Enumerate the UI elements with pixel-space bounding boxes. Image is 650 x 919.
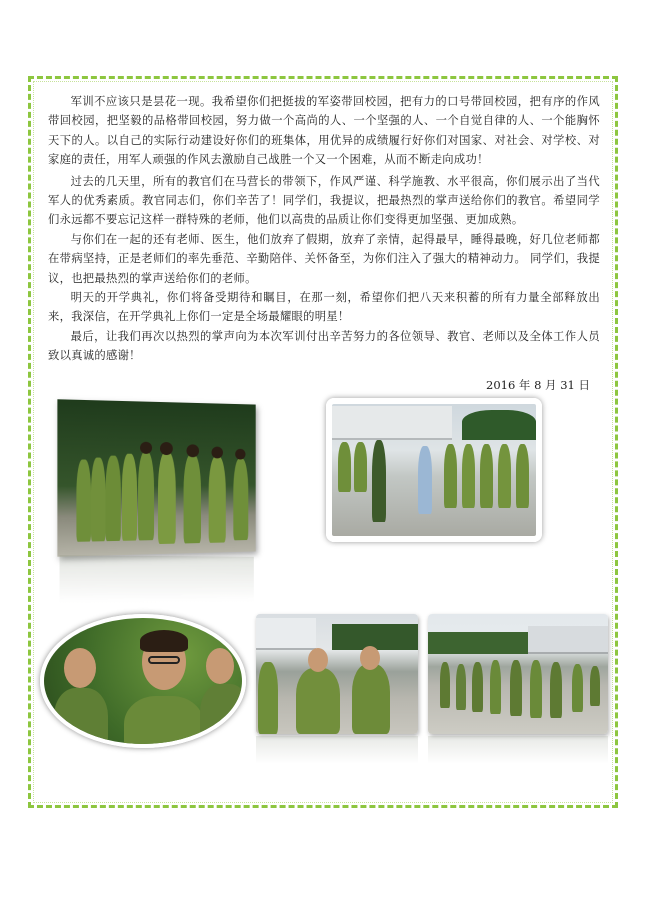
photo-officer-inspection — [326, 398, 542, 542]
photo-formation-marching-reflection — [428, 736, 608, 764]
photo-students-saluting-reflection — [256, 736, 418, 764]
photo-formation-marching — [428, 614, 608, 734]
date-line: 2016 年 8 月 31 日 — [486, 378, 590, 392]
paragraph-4: 明天的开学典礼，你们将备受期待和瞩目，在那一刻，希望你们把八天来积蓄的所有力量全部释放出来，我深信，在开学典礼上你们一定是全场最耀眼的明星！ — [48, 291, 600, 324]
paragraph-3: 与你们在一起的还有老师、医生，他们放弃了假期，放弃了亲情，起得最早，睡得最晚，好几位老师都在带病坚持，正是老师们的率先垂范、辛勤陪伴、关怀备至，为你们注入了强大的精神动力。 同学们，我提议，也把最热烈的掌声送给你们的老师。 — [48, 232, 600, 285]
photo-students-line — [57, 399, 255, 556]
paragraph-2: 过去的几天里，所有的教官们在马营长的带领下，作风严谨、科学施教、水平很高，你们展示出了当代军人的优秀素质。教官同志们，你们辛苦了！同学们，我提议，把最热烈的掌声送给你们的教官。希望同学们永远都不要忘记这样一群特殊的老师，他们以高贵的品质让你们变得更加坚强、更加成熟。 — [48, 174, 600, 227]
paragraph-1: 军训不应该只是昙花一现。我希望你们把挺拔的军姿带回校园，把有力的口号带回校园，把有序的作风带回校园，把坚毅的品格带回校园，努力做一个高尚的人、一个坚强的人、一个自觉自律的人、一个能胸怀天下的人。以自己的实际行动建设好你们的班集体，用优异的成绩履行好你们对国家、对社会、对学校、对家庭的责任，用军人顽强的作风去激励自己战胜一个又一个困难，从而不断走向成功！ — [48, 95, 600, 167]
photo-students-saluting — [256, 614, 418, 734]
photo-students-closeup — [40, 614, 246, 748]
photo-students-line-reflection — [60, 555, 254, 603]
speech-text — [48, 92, 600, 366]
paragraph-5: 最后，让我们再次以热烈的掌声向为本次军训付出辛苦努力的各位领导、教官、老师以及全体工作人员致以真诚的感谢！ — [48, 329, 600, 363]
